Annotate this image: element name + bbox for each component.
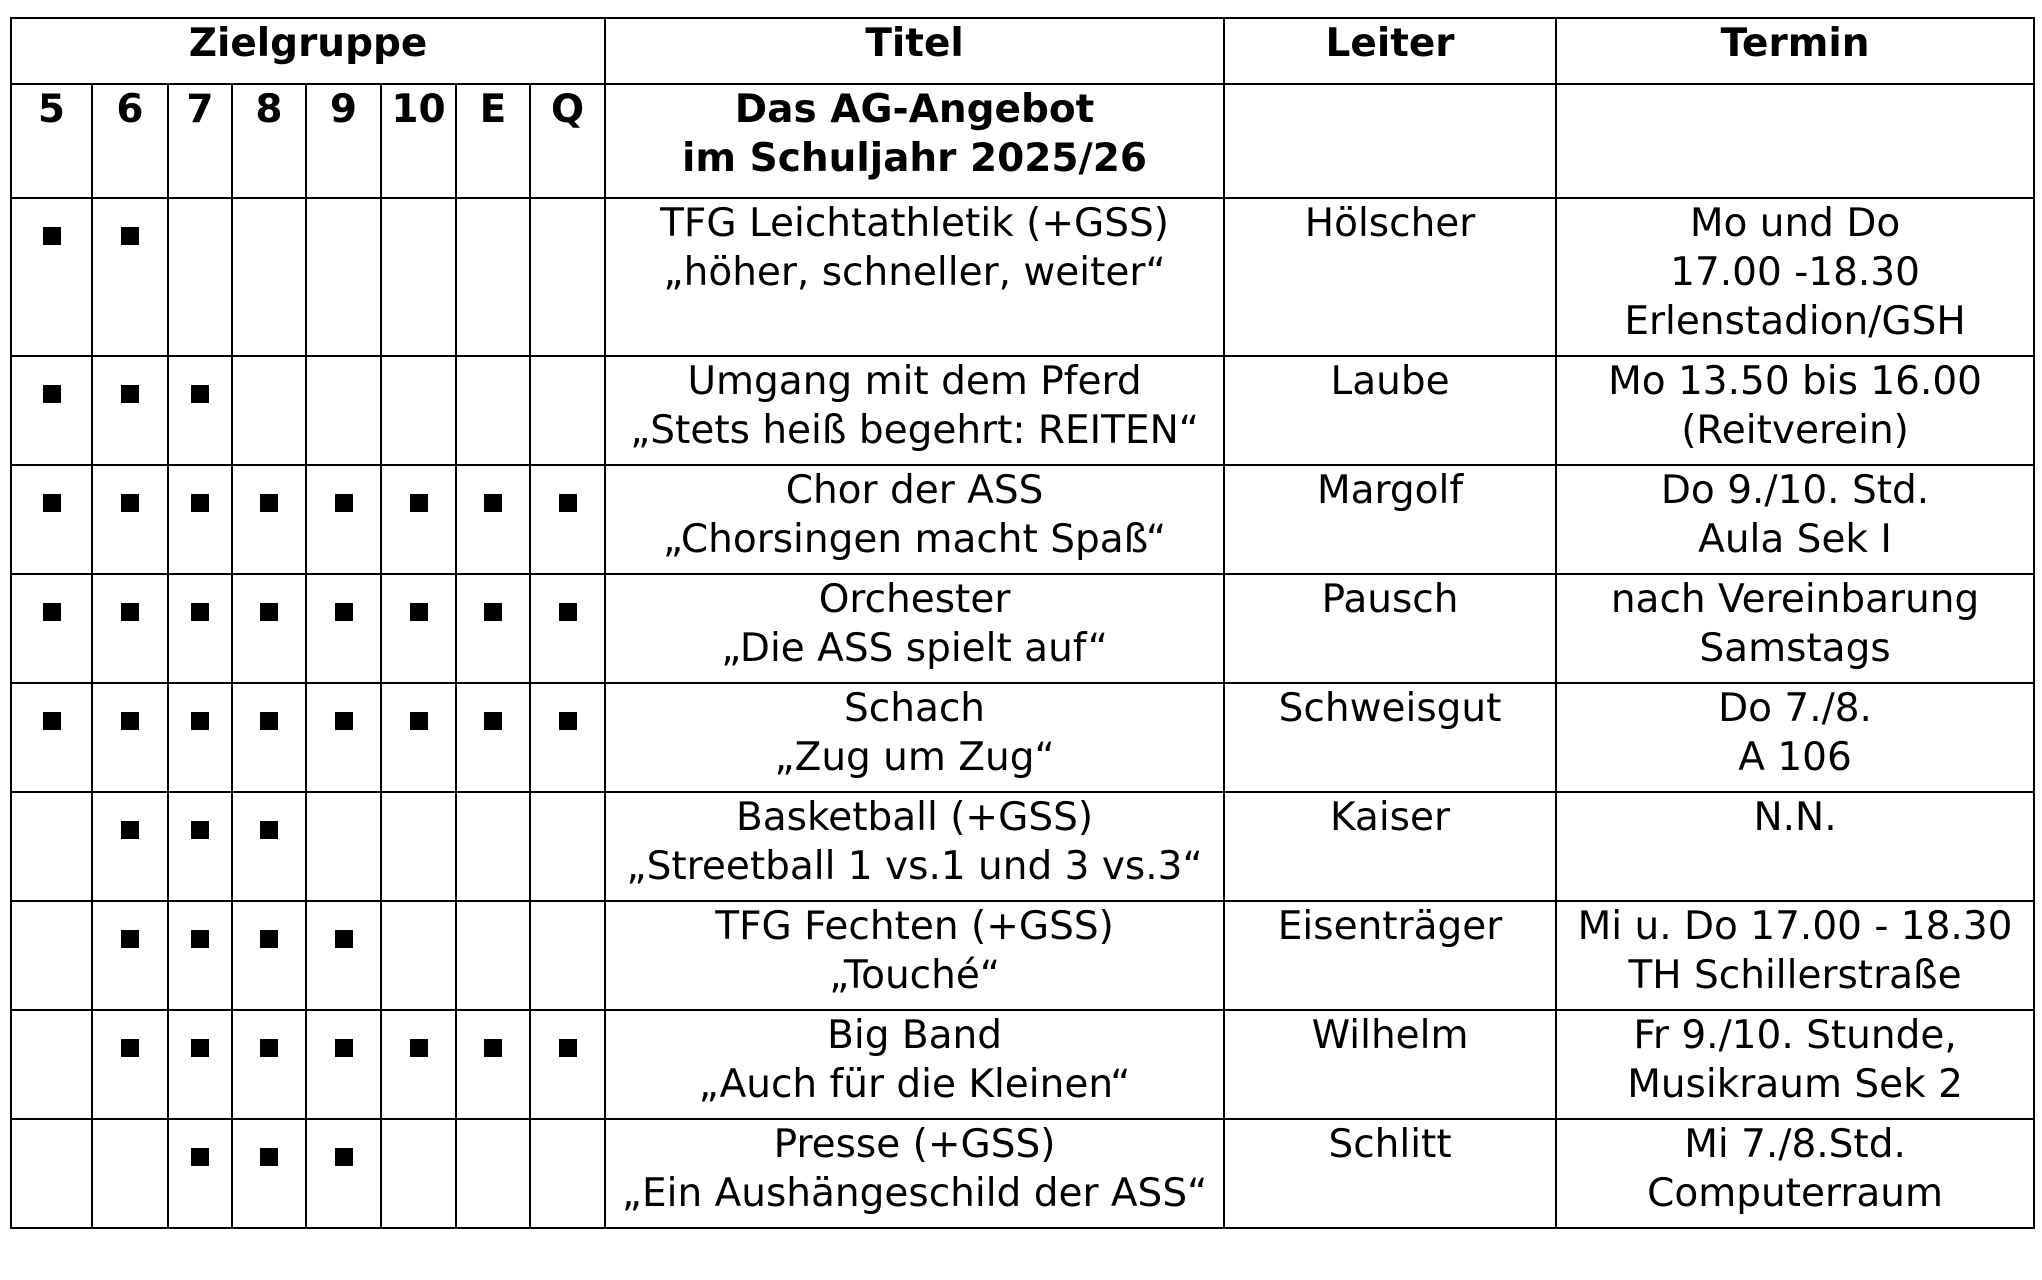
grade-cell-5 (11, 574, 92, 683)
ag-name: Schach (844, 686, 986, 731)
grade-cell-9 (306, 465, 381, 574)
grade-cell-q (530, 792, 605, 901)
ag-title (605, 792, 1224, 901)
ag-name: TFG Fechten (+GSS) (715, 904, 1114, 949)
grade-cell-6 (92, 465, 168, 574)
square-bullet-icon (559, 1039, 577, 1057)
ag-slogan: „Chorsingen macht Spaß“ (662, 517, 1167, 562)
termin-line: nach Vereinbarung (1610, 577, 1980, 622)
square-bullet-icon (260, 1148, 278, 1166)
termin-line: Fr 9./10. Stunde, (1633, 1013, 1957, 1058)
grade-cell-9 (306, 198, 381, 356)
square-bullet-icon (121, 930, 139, 948)
grade-cell-9 (306, 574, 381, 683)
square-bullet-icon (121, 603, 139, 621)
grade-cell-10 (381, 465, 456, 574)
ag-name: TFG Leichtathletik (+GSS) (660, 201, 1169, 246)
ag-leiter: Margolf (1224, 465, 1556, 574)
square-bullet-icon (484, 1039, 502, 1057)
grade-cell-e (456, 792, 530, 901)
square-bullet-icon (410, 603, 428, 621)
square-bullet-icon (484, 712, 502, 730)
ag-title (605, 574, 1224, 683)
grade-cell-q (530, 574, 605, 683)
table-row (11, 465, 2034, 574)
ag-leiter: Hölscher (1224, 198, 1556, 356)
ag-termin (1556, 198, 2034, 356)
termin-line: Mi u. Do 17.00 - 18.30 (1577, 904, 2013, 949)
header-termin: Termin (1556, 18, 2034, 84)
ag-slogan: „höher, schneller, weiter“ (663, 250, 1166, 295)
ag-rows (11, 198, 2034, 1228)
square-bullet-icon (559, 603, 577, 621)
grade-cell-q (530, 198, 605, 356)
ag-title (605, 1119, 1224, 1228)
grade-cell-10 (381, 1010, 456, 1119)
ag-leiter: Eisenträger (1224, 901, 1556, 1010)
grade-cell-8 (232, 574, 306, 683)
ag-termin (1556, 901, 2034, 1010)
ag-leiter: Schlitt (1224, 1119, 1556, 1228)
grade-cell-5 (11, 198, 92, 356)
grade-cell-7 (168, 356, 232, 465)
termin-line: Samstags (1699, 626, 1891, 671)
ag-name: Chor der ASS (785, 468, 1044, 513)
grade-cell-10 (381, 792, 456, 901)
ag-slogan: „Die ASS spielt auf“ (721, 626, 1108, 671)
square-bullet-icon (191, 385, 209, 403)
square-bullet-icon (335, 1039, 353, 1057)
termin-line: Aula Sek I (1698, 517, 1892, 562)
square-bullet-icon (260, 1039, 278, 1057)
ag-leiter: Wilhelm (1224, 1010, 1556, 1119)
grade-cell-5 (11, 901, 92, 1010)
termin-line: N.N. (1753, 795, 1837, 840)
grade-cell-10 (381, 574, 456, 683)
grade-cell-q (530, 901, 605, 1010)
grade-6: 6 (92, 84, 168, 198)
square-bullet-icon (121, 1039, 139, 1057)
grade-cell-7 (168, 574, 232, 683)
square-bullet-icon (335, 1148, 353, 1166)
grade-7: 7 (168, 84, 232, 198)
intro-heading (605, 84, 1224, 198)
square-bullet-icon (335, 494, 353, 512)
square-bullet-icon (43, 385, 61, 403)
grade-cell-8 (232, 901, 306, 1010)
grade-cell-10 (381, 683, 456, 792)
ag-termin (1556, 683, 2034, 792)
square-bullet-icon (121, 712, 139, 730)
ag-name: Presse (+GSS) (773, 1122, 1056, 1167)
ag-slogan: „Stets heiß begehrt: REITEN“ (630, 408, 1200, 453)
grade-cell-9 (306, 792, 381, 901)
ag-title (605, 465, 1224, 574)
grade-cell-10 (381, 356, 456, 465)
square-bullet-icon (121, 494, 139, 512)
termin-line: A 106 (1738, 735, 1852, 780)
header-zielgruppe: Zielgruppe (11, 18, 605, 84)
termin-line: Computerraum (1647, 1171, 1943, 1216)
square-bullet-icon (191, 494, 209, 512)
square-bullet-icon (410, 494, 428, 512)
grade-cell-5 (11, 1119, 92, 1228)
square-bullet-icon (410, 1039, 428, 1057)
grade-cell-5 (11, 1010, 92, 1119)
grade-q: Q (530, 84, 605, 198)
square-bullet-icon (191, 930, 209, 948)
square-bullet-icon (559, 712, 577, 730)
grade-cell-7 (168, 792, 232, 901)
grade-cell-6 (92, 356, 168, 465)
ag-leiter: Pausch (1224, 574, 1556, 683)
grade-cell-7 (168, 465, 232, 574)
ag-termin (1556, 574, 2034, 683)
square-bullet-icon (121, 385, 139, 403)
square-bullet-icon (43, 603, 61, 621)
ag-leiter: Kaiser (1224, 792, 1556, 901)
grade-cell-9 (306, 901, 381, 1010)
ag-termin (1556, 356, 2034, 465)
ag-slogan: „Ein Aushängeschild der ASS“ (621, 1171, 1208, 1216)
grade-cell-e (456, 1010, 530, 1119)
table-row (11, 574, 2034, 683)
ag-termin (1556, 1119, 2034, 1228)
grade-9: 9 (306, 84, 381, 198)
square-bullet-icon (260, 930, 278, 948)
grade-cell-6 (92, 574, 168, 683)
ag-title (605, 1010, 1224, 1119)
grade-cell-8 (232, 356, 306, 465)
intro-termin-empty (1556, 84, 2034, 198)
termin-line: Do 7./8. (1718, 686, 1872, 731)
header-titel: Titel (605, 18, 1224, 84)
grade-cell-9 (306, 1010, 381, 1119)
grade-cell-q (530, 1010, 605, 1119)
square-bullet-icon (121, 227, 139, 245)
grade-cell-e (456, 683, 530, 792)
termin-line: Mo 13.50 bis 16.00 (1608, 359, 1982, 404)
square-bullet-icon (260, 494, 278, 512)
termin-line: (Reitverein) (1681, 408, 1909, 453)
square-bullet-icon (410, 712, 428, 730)
grade-cell-e (456, 901, 530, 1010)
square-bullet-icon (260, 821, 278, 839)
ag-termin (1556, 792, 2034, 901)
ag-leiter: Laube (1224, 356, 1556, 465)
intro-line-1: Das AG-Angebot (734, 87, 1095, 132)
ag-slogan: „Touché“ (829, 953, 1001, 998)
square-bullet-icon (260, 712, 278, 730)
grade-cell-8 (232, 683, 306, 792)
square-bullet-icon (191, 603, 209, 621)
grade-cell-7 (168, 683, 232, 792)
ag-termin (1556, 1010, 2034, 1119)
grade-cell-6 (92, 683, 168, 792)
grade-cell-5 (11, 356, 92, 465)
grade-cell-7 (168, 901, 232, 1010)
grade-cell-9 (306, 1119, 381, 1228)
grade-cell-8 (232, 1010, 306, 1119)
grade-cell-6 (92, 1010, 168, 1119)
square-bullet-icon (484, 494, 502, 512)
ag-leiter: Schweisgut (1224, 683, 1556, 792)
grade-cell-7 (168, 1010, 232, 1119)
grade-10: 10 (381, 84, 456, 198)
table-row (11, 901, 2034, 1010)
grade-cell-7 (168, 1119, 232, 1228)
ag-slogan: „Auch für die Kleinen“ (698, 1062, 1131, 1107)
termin-line: Musikraum Sek 2 (1627, 1062, 1963, 1107)
grade-e: E (456, 84, 530, 198)
square-bullet-icon (191, 821, 209, 839)
grade-cell-8 (232, 465, 306, 574)
ag-name: Basketball (+GSS) (736, 795, 1094, 840)
grade-cell-6 (92, 792, 168, 901)
grade-cell-5 (11, 465, 92, 574)
grade-cell-6 (92, 198, 168, 356)
ag-termin (1556, 465, 2034, 574)
grade-cell-e (456, 198, 530, 356)
table-row (11, 1010, 2034, 1119)
grade-8: 8 (232, 84, 306, 198)
grade-cell-9 (306, 356, 381, 465)
ag-title (605, 356, 1224, 465)
ag-name: Big Band (827, 1013, 1002, 1058)
grade-cell-8 (232, 198, 306, 356)
ag-slogan: „Streetball 1 vs.1 und 3 vs.3“ (626, 844, 1203, 889)
grade-cell-e (456, 356, 530, 465)
termin-line: Mo und Do (1689, 201, 1901, 246)
square-bullet-icon (121, 821, 139, 839)
ag-title (605, 901, 1224, 1010)
grade-cell-8 (232, 792, 306, 901)
ag-slogan: „Zug um Zug“ (774, 735, 1055, 780)
grade-cell-q (530, 1119, 605, 1228)
grade-cell-6 (92, 1119, 168, 1228)
termin-line: Mi 7./8.Std. (1684, 1122, 1906, 1167)
grade-cell-e (456, 574, 530, 683)
square-bullet-icon (43, 494, 61, 512)
grade-cell-7 (168, 198, 232, 356)
ag-title (605, 683, 1224, 792)
termin-line: TH Schillerstraße (1628, 953, 1962, 998)
termin-line: Do 9./10. Std. (1660, 468, 1930, 513)
table-row (11, 356, 2034, 465)
grade-cell-q (530, 683, 605, 792)
ag-table (10, 17, 2035, 1229)
square-bullet-icon (260, 603, 278, 621)
square-bullet-icon (191, 1148, 209, 1166)
grade-cell-5 (11, 792, 92, 901)
grade-cell-e (456, 465, 530, 574)
intro-line-2: im Schuljahr 2025/26 (682, 136, 1148, 181)
ag-name: Umgang mit dem Pferd (687, 359, 1142, 404)
grade-cell-q (530, 465, 605, 574)
square-bullet-icon (559, 494, 577, 512)
grade-cell-6 (92, 901, 168, 1010)
grade-5: 5 (11, 84, 92, 198)
termin-line: Erlenstadion/GSH (1624, 299, 1966, 344)
grade-cell-q (530, 356, 605, 465)
grade-cell-10 (381, 198, 456, 356)
table-row (11, 1119, 2034, 1228)
table-row (11, 198, 2034, 356)
square-bullet-icon (335, 603, 353, 621)
grade-cell-5 (11, 683, 92, 792)
header-leiter: Leiter (1224, 18, 1556, 84)
ag-name: Orchester (818, 577, 1011, 622)
ag-title (605, 198, 1224, 356)
table-row (11, 683, 2034, 792)
grade-cell-10 (381, 901, 456, 1010)
grade-cell-9 (306, 683, 381, 792)
table-row (11, 792, 2034, 901)
square-bullet-icon (43, 712, 61, 730)
grade-cell-8 (232, 1119, 306, 1228)
square-bullet-icon (335, 930, 353, 948)
square-bullet-icon (191, 1039, 209, 1057)
square-bullet-icon (43, 227, 61, 245)
square-bullet-icon (335, 712, 353, 730)
square-bullet-icon (484, 603, 502, 621)
grade-cell-e (456, 1119, 530, 1228)
intro-leiter-empty (1224, 84, 1556, 198)
grade-cell-10 (381, 1119, 456, 1228)
termin-line: 17.00 -18.30 (1670, 250, 1920, 295)
square-bullet-icon (191, 712, 209, 730)
